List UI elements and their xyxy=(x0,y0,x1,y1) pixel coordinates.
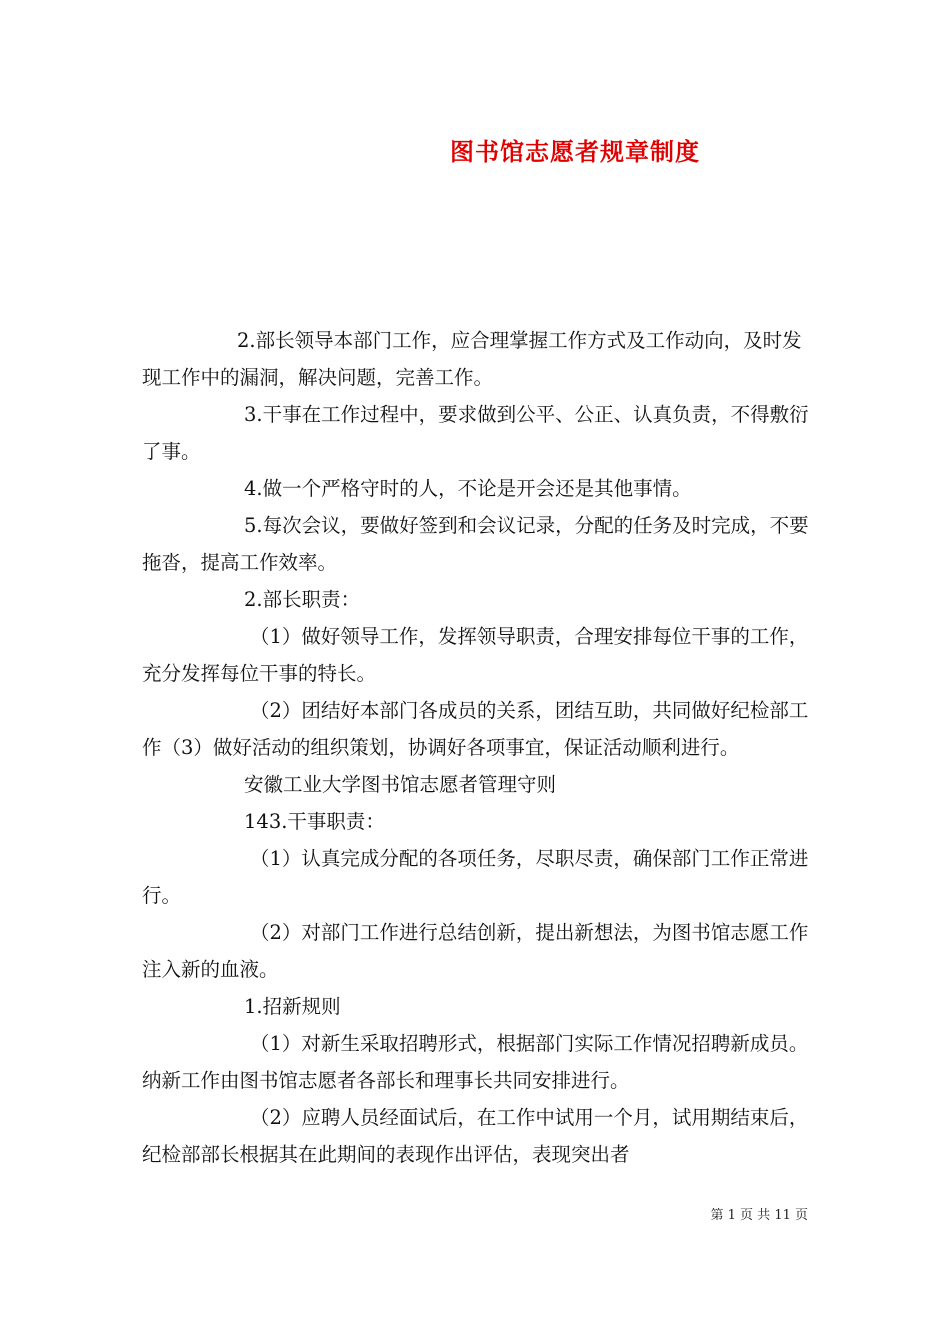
paragraph: 143.干事职责： xyxy=(244,810,385,833)
paragraph: （2）团结好本部门各成员的关系，团结互助，共同做好纪检部工作（3）做好活动的组织策划，协调好各项事宜，保证活动顺利进行。 xyxy=(142,699,809,759)
paragraph: 2.部长职责： xyxy=(244,588,361,611)
document-body xyxy=(142,322,818,1173)
paragraph: （2）应聘人员经面试后，在工作中试用一个月，试用期结束后，纪检部部长根据其在此期间的表现作出评估，表现突出者 xyxy=(142,1106,809,1166)
paragraph: 2.部长领导本部门工作，应合理掌握工作方式及工作动向，及时发现工作中的漏洞，解决问题，完善工作。 xyxy=(142,329,802,389)
paragraph: 5.每次会议，要做好签到和会议记录，分配的任务及时完成，不要拖沓，提高工作效率。 xyxy=(142,514,809,574)
paragraph: 1.招新规则 xyxy=(244,995,341,1018)
paragraph: 安徽工业大学图书馆志愿者管理守则 xyxy=(244,773,557,796)
paragraph: 3.干事在工作过程中，要求做到公平、公正、认真负责，不得敷衍了事。 xyxy=(142,403,809,463)
paragraph: （2）对部门工作进行总结创新，提出新想法，为图书馆志愿工作注入新的血液。 xyxy=(142,921,809,981)
paragraph: （1）对新生采取招聘形式，根据部门实际工作情况招聘新成员。纳新工作由图书馆志愿者各部长和理事长共同安排进行。 xyxy=(142,1032,809,1092)
paragraph: 4.做一个严格守时的人，不论是开会还是其他事情。 xyxy=(244,477,692,500)
paragraph: （1）认真完成分配的各项任务，尽职尽责，确保部门工作正常进行。 xyxy=(142,847,809,907)
paragraph: （1）做好领导工作，发挥领导职责，合理安排每位干事的工作，充分发挥每位干事的特长。 xyxy=(142,625,809,685)
document-title: 图书馆志愿者规章制度 xyxy=(450,137,700,166)
page-footer: 第 1 页 共 11 页 xyxy=(710,1208,808,1223)
